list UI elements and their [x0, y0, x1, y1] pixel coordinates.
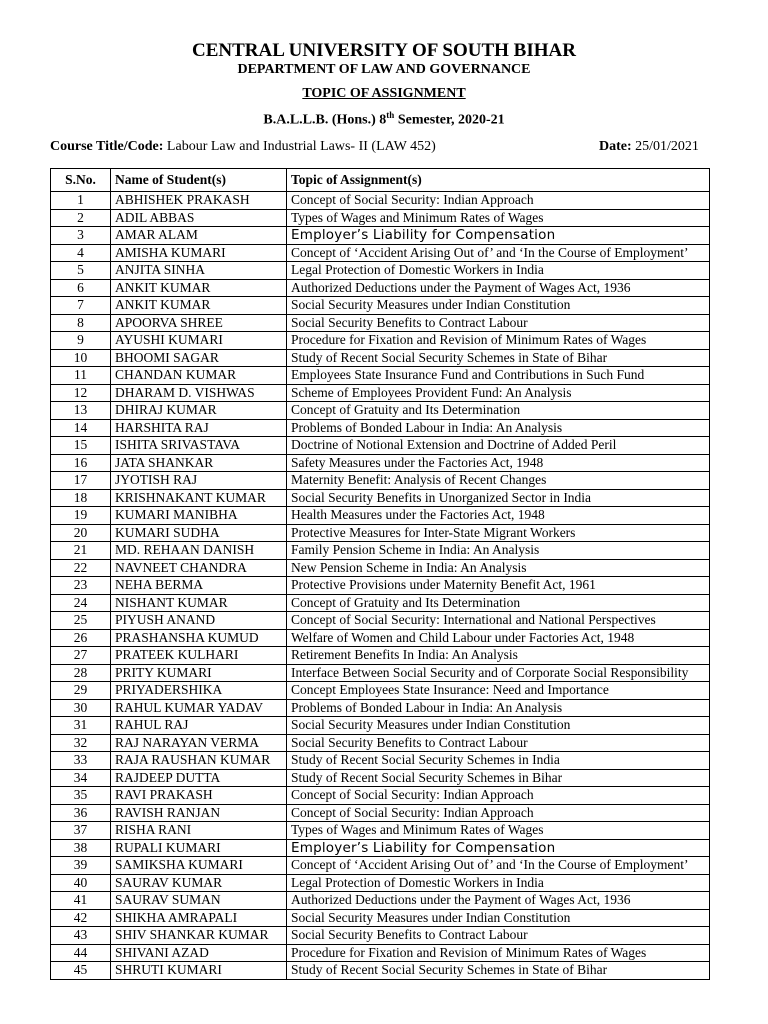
- serial-number-cell: 34: [51, 769, 111, 787]
- table-row: [51, 787, 710, 805]
- serial-number-cell: 39: [51, 857, 111, 875]
- program-prefix: B.A.L.L.B. (Hons.) 8: [263, 112, 387, 128]
- assignment-topic-cell: Concept Employees State Insurance: Need and Importance: [287, 682, 710, 700]
- table-body: [51, 192, 710, 980]
- assignment-topic-cell: Employees State Insurance Fund and Contributions in Such Fund: [287, 367, 710, 385]
- serial-number-cell: 8: [51, 314, 111, 332]
- serial-number-cell: 11: [51, 367, 111, 385]
- department-title: DEPARTMENT OF LAW AND GOVERNANCE: [237, 62, 531, 77]
- assignment-topic-cell: Maternity Benefit: Analysis of Recent Changes: [287, 472, 710, 490]
- serial-number-cell: 19: [51, 507, 111, 525]
- serial-number-cell: 25: [51, 612, 111, 630]
- table-row: [51, 419, 710, 437]
- assignment-topic-cell: Doctrine of Notional Extension and Doctrine of Added Peril: [287, 437, 710, 455]
- student-name-cell: SHIVANI AZAD: [111, 944, 287, 962]
- student-name-cell: PRATEEK KULHARI: [111, 647, 287, 665]
- serial-number-cell: 12: [51, 384, 111, 402]
- assignment-topic-cell: Authorized Deductions under the Payment of Wages Act, 1936: [287, 892, 710, 910]
- assignment-topic-cell: Types of Wages and Minimum Rates of Wages: [287, 822, 710, 840]
- assignment-topic-cell: Legal Protection of Domestic Workers in India: [287, 874, 710, 892]
- serial-number-cell: 15: [51, 437, 111, 455]
- assignment-topic-cell: Safety Measures under the Factories Act, 1948: [287, 454, 710, 472]
- serial-number-cell: 38: [51, 839, 111, 857]
- serial-number-cell: 23: [51, 577, 111, 595]
- table-row: [51, 629, 710, 647]
- table-row: [51, 682, 710, 700]
- serial-number-cell: 1: [51, 192, 111, 210]
- student-name-cell: NEHA BERMA: [111, 577, 287, 595]
- table-row: [51, 909, 710, 927]
- serial-number-cell: 35: [51, 787, 111, 805]
- table-row: [51, 454, 710, 472]
- serial-number-cell: 37: [51, 822, 111, 840]
- table-row: [51, 594, 710, 612]
- assignment-topic-cell: Concept of Gratuity and Its Determination: [287, 402, 710, 420]
- student-name-cell: DHARAM D. VISHWAS: [111, 384, 287, 402]
- student-name-cell: AMAR ALAM: [111, 227, 287, 245]
- student-name-cell: SAMIKSHA KUMARI: [111, 857, 287, 875]
- table-row: [51, 437, 710, 455]
- course-label: Course Title/Code:: [50, 139, 164, 154]
- table-row: [51, 542, 710, 560]
- assignment-topic-cell: Types of Wages and Minimum Rates of Wages: [287, 209, 710, 227]
- student-name-cell: RAHUL KUMAR YADAV: [111, 699, 287, 717]
- date-label: Date:: [599, 139, 632, 154]
- header-sno: S.No.: [51, 169, 111, 192]
- table-row: [51, 349, 710, 367]
- assignment-topic-cell: Social Security Measures under Indian Constitution: [287, 717, 710, 735]
- assignment-topic-cell: Protective Measures for Inter-State Migrant Workers: [287, 524, 710, 542]
- student-name-cell: RUPALI KUMARI: [111, 839, 287, 857]
- assignment-topic-cell: Social Security Measures under Indian Constitution: [287, 909, 710, 927]
- serial-number-cell: 29: [51, 682, 111, 700]
- table-row: [51, 192, 710, 210]
- table-header-row: [51, 169, 710, 192]
- assignment-topic-cell: Welfare of Women and Child Labour under Factories Act, 1948: [287, 629, 710, 647]
- student-name-cell: RISHA RANI: [111, 822, 287, 840]
- table-row: [51, 944, 710, 962]
- serial-number-cell: 31: [51, 717, 111, 735]
- serial-number-cell: 22: [51, 559, 111, 577]
- student-name-cell: ANJITA SINHA: [111, 262, 287, 280]
- student-name-cell: ABHISHEK PRAKASH: [111, 192, 287, 210]
- serial-number-cell: 32: [51, 734, 111, 752]
- assignment-topic-cell: Concept of ‘Accident Arising Out of’ and ‘In the Course of Employment’: [287, 244, 710, 262]
- student-name-cell: CHANDAN KUMAR: [111, 367, 287, 385]
- student-name-cell: NISHANT KUMAR: [111, 594, 287, 612]
- student-name-cell: SAURAV SUMAN: [111, 892, 287, 910]
- assignment-table: [50, 168, 710, 980]
- table-row: [51, 332, 710, 350]
- serial-number-cell: 28: [51, 664, 111, 682]
- student-name-cell: APOORVA SHREE: [111, 314, 287, 332]
- assignment-topic-cell: Concept of Social Security: Indian Approach: [287, 192, 710, 210]
- student-name-cell: PRASHANSHA KUMUD: [111, 629, 287, 647]
- student-name-cell: RAJ NARAYAN VERMA: [111, 734, 287, 752]
- student-name-cell: SHIV SHANKAR KUMAR: [111, 927, 287, 945]
- serial-number-cell: 9: [51, 332, 111, 350]
- assignment-topic-cell: Study of Recent Social Security Schemes in State of Bihar: [287, 962, 710, 980]
- student-name-cell: SHIKHA AMRAPALI: [111, 909, 287, 927]
- assignment-topic-cell: Procedure for Fixation and Revision of Minimum Rates of Wages: [287, 332, 710, 350]
- student-name-cell: PIYUSH ANAND: [111, 612, 287, 630]
- assignment-topic-cell: Procedure for Fixation and Revision of Minimum Rates of Wages: [287, 944, 710, 962]
- university-title: CENTRAL UNIVERSITY OF SOUTH BIHAR: [192, 40, 576, 61]
- assignment-topic-cell: Scheme of Employees Provident Fund: An Analysis: [287, 384, 710, 402]
- table-row: [51, 297, 710, 315]
- assignment-topic-cell: Interface Between Social Security and of Corporate Social Responsibility: [287, 664, 710, 682]
- serial-number-cell: 30: [51, 699, 111, 717]
- serial-number-cell: 41: [51, 892, 111, 910]
- assignment-topic-cell: Social Security Benefits to Contract Labour: [287, 927, 710, 945]
- assignment-topic-cell: New Pension Scheme in India: An Analysis: [287, 559, 710, 577]
- student-name-cell: AMISHA KUMARI: [111, 244, 287, 262]
- student-name-cell: PRITY KUMARI: [111, 664, 287, 682]
- assignment-topic-cell: Study of Recent Social Security Schemes in State of Bihar: [287, 349, 710, 367]
- assignment-topic-cell: Concept of Social Security: International and National Perspectives: [287, 612, 710, 630]
- assignment-topic-cell: Health Measures under the Factories Act, 1948: [287, 507, 710, 525]
- student-name-cell: ANKIT KUMAR: [111, 297, 287, 315]
- serial-number-cell: 36: [51, 804, 111, 822]
- table-row: [51, 262, 710, 280]
- student-name-cell: ANKIT KUMAR: [111, 279, 287, 297]
- serial-number-cell: 18: [51, 489, 111, 507]
- student-name-cell: ISHITA SRIVASTAVA: [111, 437, 287, 455]
- student-name-cell: KUMARI MANIBHA: [111, 507, 287, 525]
- table-row: [51, 314, 710, 332]
- serial-number-cell: 45: [51, 962, 111, 980]
- assignment-topic-cell: Concept of Social Security: Indian Approach: [287, 787, 710, 805]
- student-name-cell: KUMARI SUDHA: [111, 524, 287, 542]
- program-semester: [0, 110, 768, 129]
- serial-number-cell: 27: [51, 647, 111, 665]
- table-row: [51, 717, 710, 735]
- student-name-cell: JYOTISH RAJ: [111, 472, 287, 490]
- table-row: [51, 209, 710, 227]
- assignment-topic-cell: Concept of ‘Accident Arising Out of’ and ‘In the Course of Employment’: [287, 857, 710, 875]
- student-name-cell: MD. REHAAN DANISH: [111, 542, 287, 560]
- student-name-cell: SHRUTI KUMARI: [111, 962, 287, 980]
- table-row: [51, 507, 710, 525]
- table-row: [51, 577, 710, 595]
- table-row: [51, 647, 710, 665]
- serial-number-cell: 2: [51, 209, 111, 227]
- serial-number-cell: 6: [51, 279, 111, 297]
- assignment-topic-cell: Problems of Bonded Labour in India: An Analysis: [287, 419, 710, 437]
- assignment-topic-cell: Problems of Bonded Labour in India: An Analysis: [287, 699, 710, 717]
- assignment-topic-cell: Concept of Gratuity and Its Determination: [287, 594, 710, 612]
- student-name-cell: NAVNEET CHANDRA: [111, 559, 287, 577]
- course-title: [50, 139, 436, 155]
- assignment-topic-cell: Study of Recent Social Security Schemes in Bihar: [287, 769, 710, 787]
- date-value: 25/01/2021: [631, 139, 699, 154]
- serial-number-cell: 20: [51, 524, 111, 542]
- serial-number-cell: 17: [51, 472, 111, 490]
- student-name-cell: ADIL ABBAS: [111, 209, 287, 227]
- program-suffix: Semester, 2020-21: [394, 112, 505, 128]
- table-row: [51, 857, 710, 875]
- serial-number-cell: 4: [51, 244, 111, 262]
- assignment-topic-cell: Social Security Benefits to Contract Labour: [287, 314, 710, 332]
- table-row: [51, 384, 710, 402]
- assignment-topic-cell: Authorized Deductions under the Payment of Wages Act, 1936: [287, 279, 710, 297]
- header-topic: Topic of Assignment(s): [287, 169, 710, 192]
- student-name-cell: RAHUL RAJ: [111, 717, 287, 735]
- student-name-cell: RAJDEEP DUTTA: [111, 769, 287, 787]
- assignment-topic-cell: Social Security Measures under Indian Constitution: [287, 297, 710, 315]
- serial-number-cell: 21: [51, 542, 111, 560]
- table-row: [51, 489, 710, 507]
- assignment-topic-cell: Employer’s Liability for Compensation: [287, 227, 710, 245]
- serial-number-cell: 10: [51, 349, 111, 367]
- assignment-topic-cell: Family Pension Scheme in India: An Analysis: [287, 542, 710, 560]
- table-row: [51, 927, 710, 945]
- table-row: [51, 962, 710, 980]
- student-name-cell: HARSHITA RAJ: [111, 419, 287, 437]
- serial-number-cell: 33: [51, 752, 111, 770]
- student-name-cell: PRIYADERSHIKA: [111, 682, 287, 700]
- table-row: [51, 769, 710, 787]
- assignment-topic-cell: Protective Provisions under Maternity Benefit Act, 1961: [287, 577, 710, 595]
- serial-number-cell: 40: [51, 874, 111, 892]
- table-row: [51, 472, 710, 490]
- assignment-topic-cell: Concept of Social Security: Indian Approach: [287, 804, 710, 822]
- table-row: [51, 559, 710, 577]
- serial-number-cell: 16: [51, 454, 111, 472]
- student-name-cell: RAVISH RANJAN: [111, 804, 287, 822]
- serial-number-cell: 14: [51, 419, 111, 437]
- table-row: [51, 874, 710, 892]
- student-name-cell: DHIRAJ KUMAR: [111, 402, 287, 420]
- serial-number-cell: 26: [51, 629, 111, 647]
- serial-number-cell: 13: [51, 402, 111, 420]
- serial-number-cell: 5: [51, 262, 111, 280]
- table-row: [51, 664, 710, 682]
- table-row: [51, 524, 710, 542]
- assignment-topic-cell: Study of Recent Social Security Schemes in India: [287, 752, 710, 770]
- table-row: [51, 699, 710, 717]
- serial-number-cell: 43: [51, 927, 111, 945]
- serial-number-cell: 42: [51, 909, 111, 927]
- serial-number-cell: 44: [51, 944, 111, 962]
- serial-number-cell: 24: [51, 594, 111, 612]
- table-row: [51, 892, 710, 910]
- table-row: [51, 227, 710, 245]
- table-row: [51, 804, 710, 822]
- table-row: [51, 612, 710, 630]
- assignment-topic-cell: Legal Protection of Domestic Workers in India: [287, 262, 710, 280]
- student-name-cell: SAURAV KUMAR: [111, 874, 287, 892]
- assignment-topic-cell: Employer’s Liability for Compensation: [287, 839, 710, 857]
- table-row: [51, 822, 710, 840]
- table-row: [51, 752, 710, 770]
- student-name-cell: JATA SHANKAR: [111, 454, 287, 472]
- table-row: [51, 367, 710, 385]
- serial-number-cell: 7: [51, 297, 111, 315]
- assignment-topic-cell: Social Security Benefits to Contract Labour: [287, 734, 710, 752]
- course-date: [599, 139, 699, 155]
- student-name-cell: RAJA RAUSHAN KUMAR: [111, 752, 287, 770]
- assignment-topic-cell: Retirement Benefits In India: An Analysis: [287, 647, 710, 665]
- serial-number-cell: 3: [51, 227, 111, 245]
- header-name: Name of Student(s): [111, 169, 287, 192]
- student-name-cell: KRISHNAKANT KUMAR: [111, 489, 287, 507]
- table-row: [51, 402, 710, 420]
- table-row: [51, 244, 710, 262]
- student-name-cell: RAVI PRAKASH: [111, 787, 287, 805]
- student-name-cell: BHOOMI SAGAR: [111, 349, 287, 367]
- table-row: [51, 839, 710, 857]
- program-sup: th: [386, 110, 395, 120]
- assignment-heading: TOPIC OF ASSIGNMENT: [302, 86, 466, 101]
- course-value: Labour Law and Industrial Laws- II (LAW 452): [163, 139, 436, 154]
- student-name-cell: AYUSHI KUMARI: [111, 332, 287, 350]
- table-row: [51, 734, 710, 752]
- table-row: [51, 279, 710, 297]
- assignment-topic-cell: Social Security Benefits in Unorganized Sector in India: [287, 489, 710, 507]
